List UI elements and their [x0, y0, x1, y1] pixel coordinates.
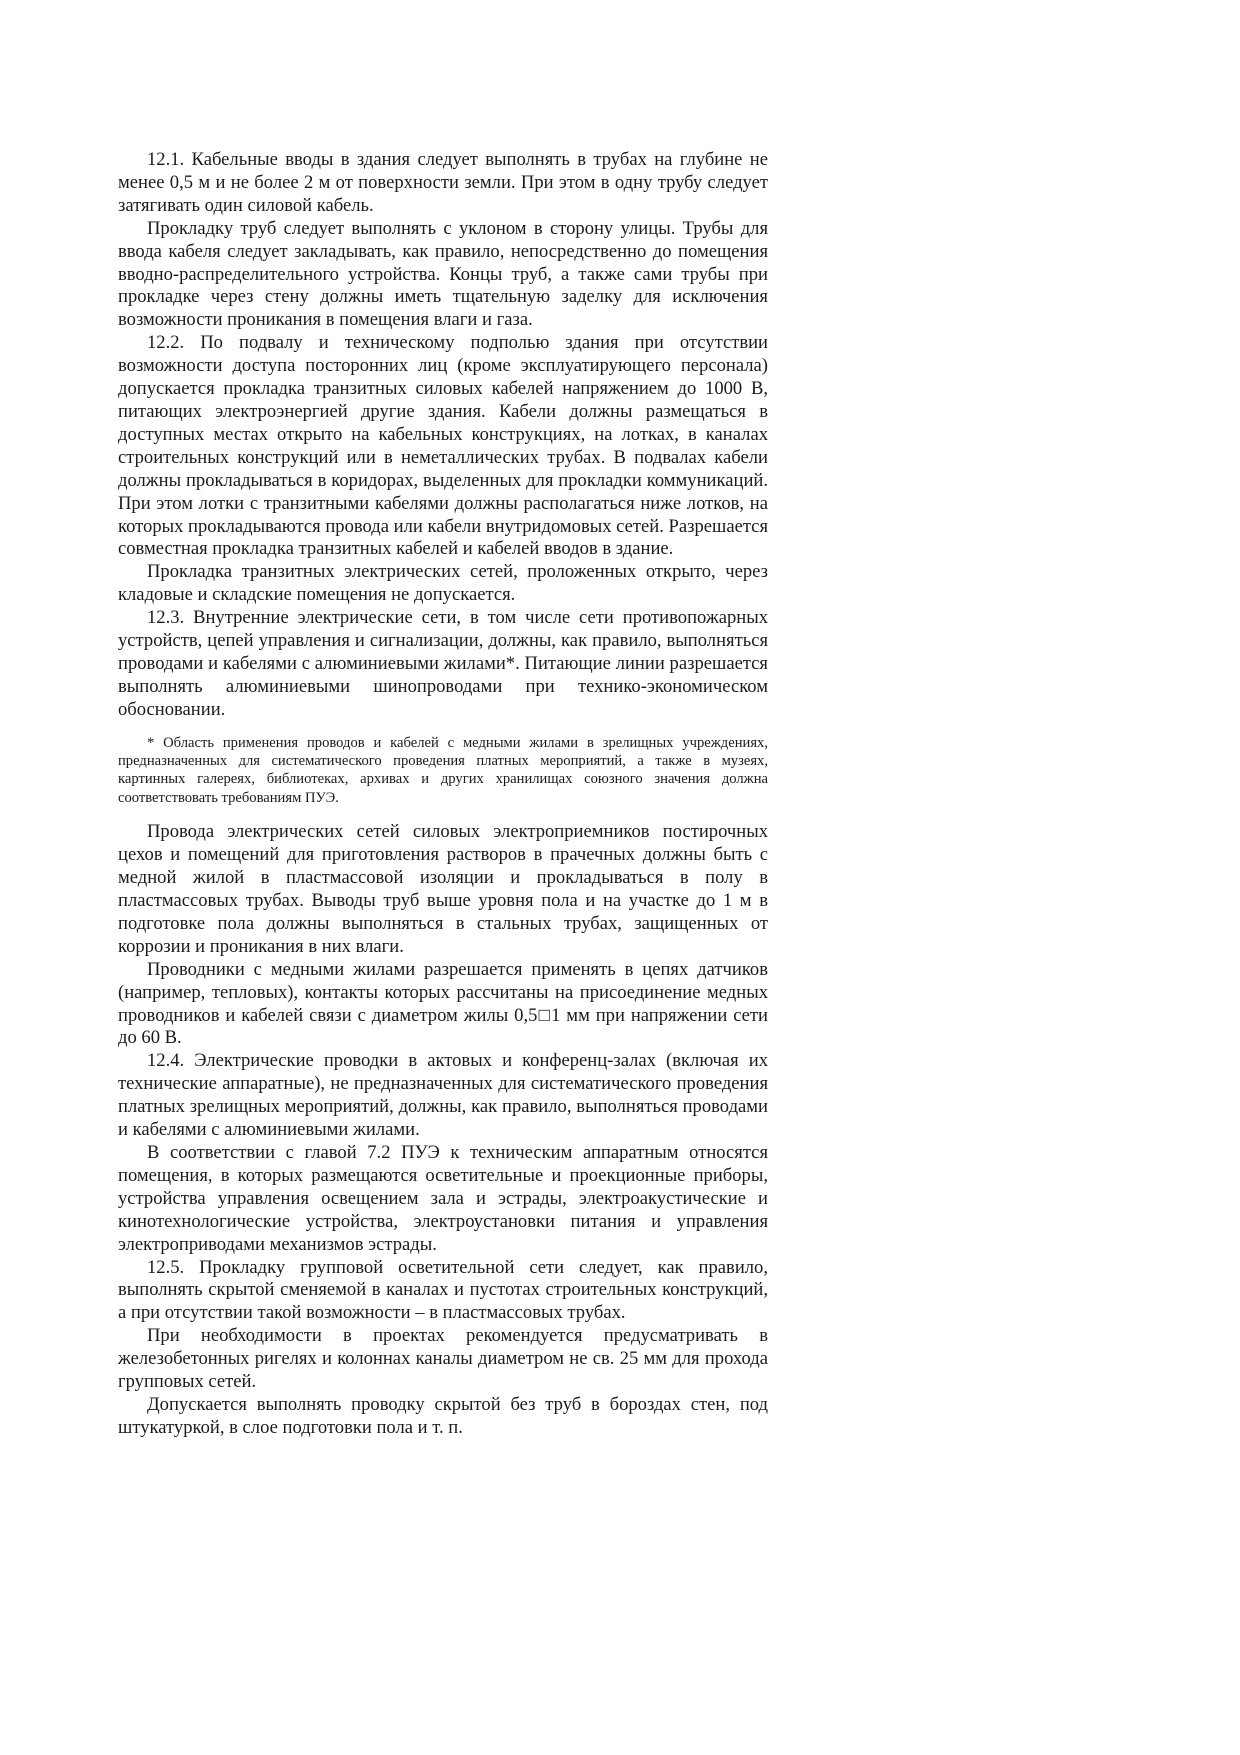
paragraph-hidden-wiring: Допускается выполнять проводку скрытой без труб в бороздах стен, под штукатуркой, в слое подготовки пола и т. п. [118, 1393, 768, 1438]
paragraph-12-2: 12.2. По подвалу и техническому подполью здания при отсутствии возможности доступа посторонних лиц (кроме эксплуатирующего персонала) допускается прокладка транзитных силовых кабелей напряжением до 1000 В, питающих электроэнергией другие здания. Кабели должны размещаться в доступных местах открыто на кабельных конструкциях, на лотках, в каналах строительных конструкций или в неметаллических трубах. В подвалах кабели должны прокладываться в коридорах, выделенных для прокладки коммуникаций. При этом лотки с транзитными кабелями должны располагаться ниже лотков, на которых прокладываются провода или кабели внутридомовых сетей. Разрешается совместная прокладка транзитных кабелей и кабелей вводов в здание. [118, 332, 768, 560]
paragraph-12-3: 12.3. Внутренние электрические сети, в том числе сети противопожарных устройств, цепей управления и сигнализации, должны, как правило, выполняться проводами и кабелями с алюминиевыми жилами*. Питающие линии разрешается выполнять алюминиевыми шинопроводами при технико-экономическом обосновании. [118, 607, 768, 720]
paragraph-12-1: 12.1. Кабельные вводы в здания следует выполнять в трубах на глубине не менее 0,5 м и не более 2 м от поверхности земли. При этом в одну трубу следует затягивать один силовой кабель. [118, 149, 768, 216]
paragraph-12-5: 12.5. Прокладку групповой осветительной сети следует, как правило, выполнять скрытой сменяемой в каналах и пустотах строительных конструкций, а при отсутствии такой возможности – в пластмассовых трубах. [118, 1256, 768, 1324]
paragraph-transit-networks: Прокладка транзитных электрических сетей, проложенных открыто, через кладовые и складские помещения не допускается. [118, 561, 768, 606]
paragraph-channels: При необходимости в проектах рекомендуется предусматривать в железобетонных ригелях и колоннах каналы диаметром не св. 25 мм для прохода групповых сетей. [118, 1325, 768, 1393]
paragraph-technical-rooms: В соответствии с главой 7.2 ПУЭ к техническим аппаратным относятся помещения, в которых размещаются осветительные и проекционные приборы, устройства управления освещением зала и эстрады, электроакустические и кинотехнологические устройства, электроустановки питания и управления электроприводами механизмов эстрады. [118, 1141, 768, 1255]
paragraph-pipe-laying: Прокладку труб следует выполнять с уклоном в сторону улицы. Трубы для ввода кабеля следует закладывать, как правило, непосредственно до помещения вводно-распределительного устройства. Концы труб, а также сами трубы при прокладке через стену должны иметь тщательную заделку для исключения возможности проникания в помещения влаги и газа. [118, 217, 768, 331]
footnote-text: * Область применения проводов и кабелей с медными жилами в зрелищных учреждениях, предназначенных для систематического проведения платных мероприятий, а также в музеях, картинных галереях, библиотеках, архивах и других хранилищах союзного значения должна соответствовать требованиям ПУЭ. [118, 734, 768, 806]
document-page [118, 149, 768, 1440]
footnote [118, 734, 768, 808]
paragraph-laundry-wiring: Провода электрических сетей силовых электроприемников постирочных цехов и помещений для приготовления растворов в прачечных должны быть с медной жилой в пластмассовой изоляции и прокладываться в полу в пластмассовых трубах. Выводы труб выше уровня пола и на участке до 1 м в подготовке пола должны выполняться в стальных трубах, защищенных от коррозии и проникания в них влаги. [118, 821, 768, 957]
paragraph-copper-conductors: Проводники с медными жилами разрешается применять в цепях датчиков (например, тепловых), контакты которых рассчитаны на присоединение медных проводников и кабелей связи с диаметром жилы 0,5□1 мм при напряжении сети до 60 В. [118, 958, 768, 1049]
paragraph-12-4: 12.4. Электрические проводки в актовых и конференц-залах (включая их технические аппаратные), не предназначенных для систематического проведения платных зрелищных мероприятий, должны, как правило, выполняться проводами и кабелями с алюминиевыми жилами. [118, 1050, 768, 1141]
